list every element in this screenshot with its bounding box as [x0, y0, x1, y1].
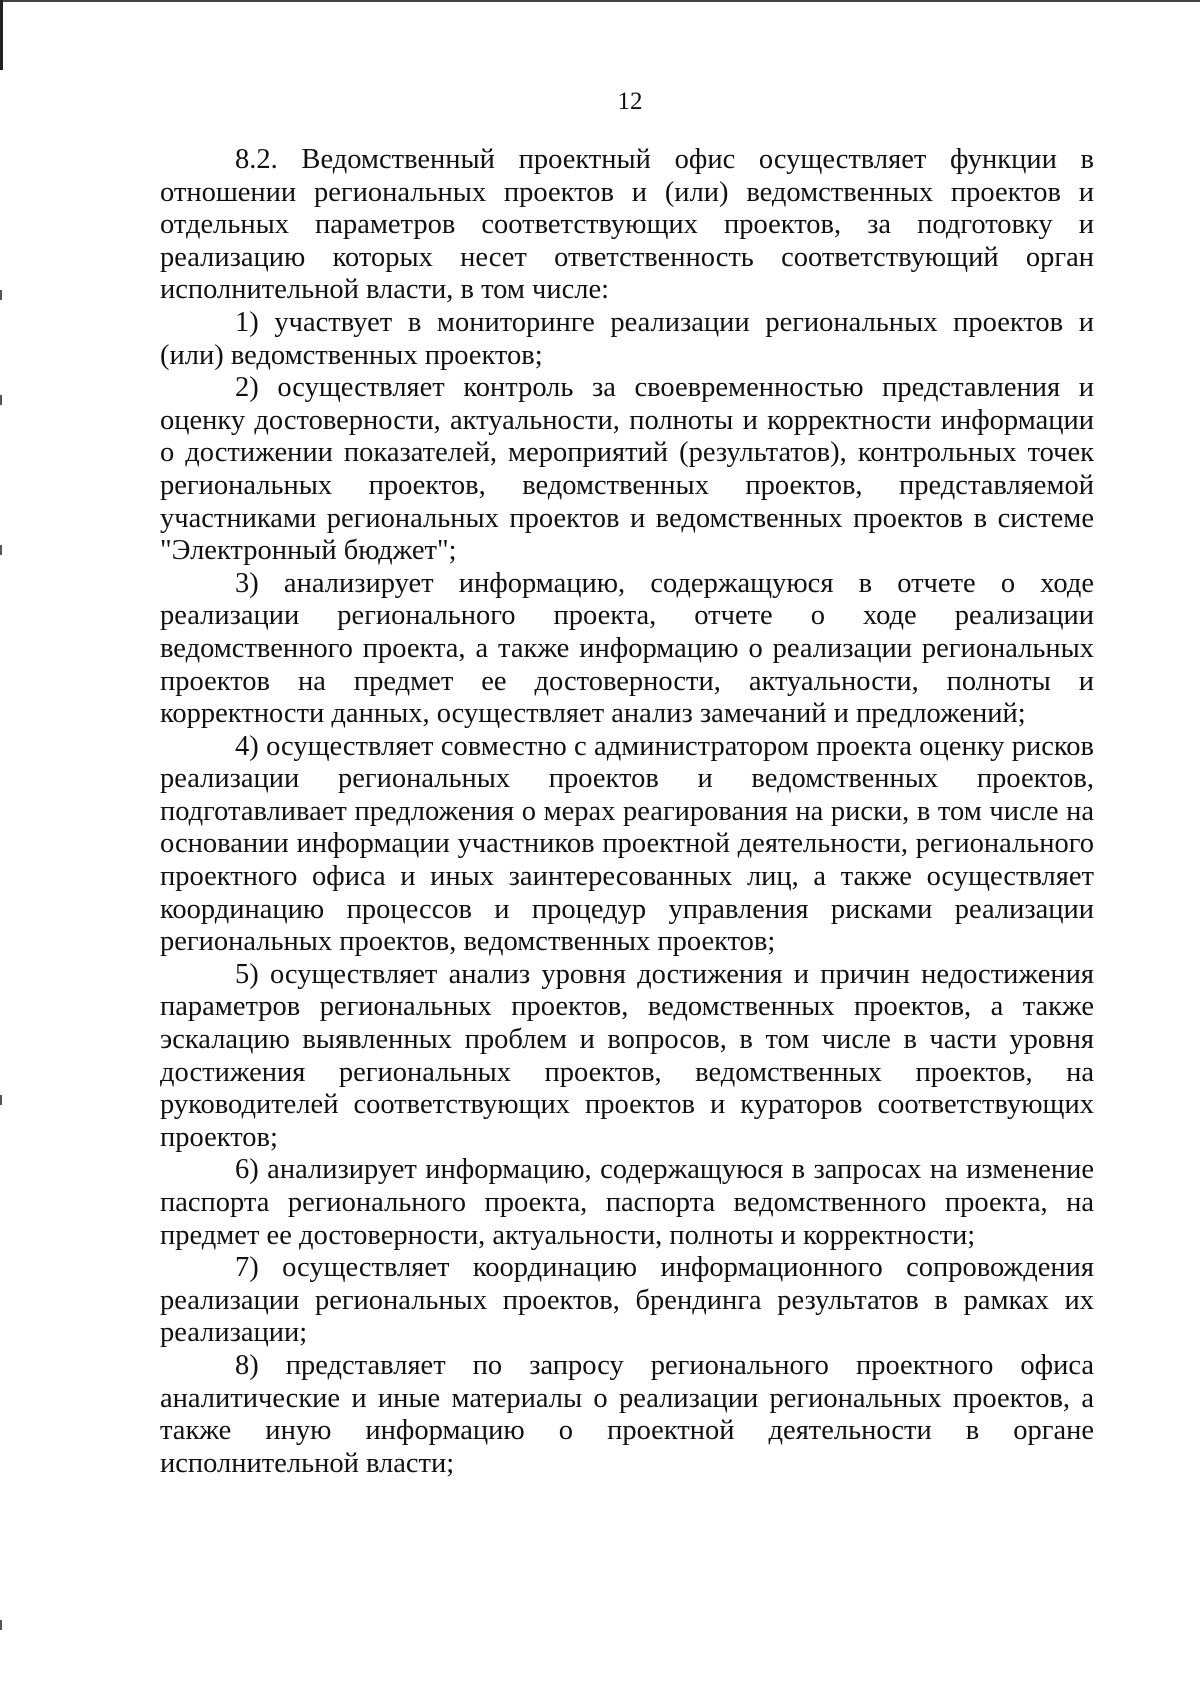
document-body — [160, 144, 1094, 1480]
page-number: 12 — [617, 88, 643, 115]
list-item-6: 6) анализирует информацию, содержащуюся в запросах на изменение паспорта регионального проекта, паспорта ведомственного проекта, на предмет ее достоверности, актуальности, полноты и корректности; — [160, 1154, 1094, 1251]
scan-mark — [0, 290, 2, 300]
scan-mark — [0, 1095, 2, 1105]
list-item-8: 8) представляет по запросу регионального проектного офиса аналитические и иные материалы о реализации региональных проектов, а также иную информацию о проектной деятельности в органе исполнительной власти; — [160, 1349, 1094, 1479]
scan-mark — [0, 545, 2, 555]
paragraph-8-2: 8.2. Ведомственный проектный офис осуществляет функции в отношении региональных проектов и (или) ведомственных проектов и отдельных параметров соответствующих проектов, за подготовку и реализацию которых несет ответственность соответствующий орган исполнительной власти, в том числе: — [160, 144, 1094, 306]
scan-mark — [0, 1620, 2, 1630]
scan-edge-left — [0, 0, 3, 70]
scan-edge-top — [0, 0, 1200, 2]
list-item-1: 1) участвует в мониторинге реализации региональных проектов и (или) ведомственных проектов; — [160, 306, 1094, 371]
list-item-4: 4) осуществляет совместно с администратором проекта оценку рисков реализации региональных проектов и ведомственных проектов, подготавливает предложения о мерах реагирования на риски, в том числе на основании информации участников проектной деятельности, регионального проектного офиса и иных заинтересованных лиц, а также осуществляет координацию процессов и процедур управления рисками реализации региональных проектов, ведомственных проектов; — [160, 730, 1094, 958]
list-item-2: 2) осуществляет контроль за своевременностью представления и оценку достоверности, актуальности, полноты и корректности информации о достижении показателей, мероприятий (результатов), контрольных точек региональных проектов, ведомственных проектов, представляемой участниками региональных проектов и ведомственных проектов в системе "Электронный бюджет"; — [160, 372, 1094, 567]
scan-mark — [0, 395, 2, 405]
list-item-3: 3) анализирует информацию, содержащуюся в отчете о ходе реализации регионального проекта, отчете о ходе реализации ведомственного проекта, а также информацию о реализации региональных проектов на предмет ее достоверности, актуальности, полноты и корректности данных, осуществляет анализ замечаний и предложений; — [160, 567, 1094, 730]
list-item-7: 7) осуществляет координацию информационного сопровождения реализации региональных проектов, брендинга результатов в рамках их реализации; — [160, 1252, 1094, 1349]
list-item-5: 5) осуществляет анализ уровня достижения и причин недостижения параметров региональных проектов, ведомственных проектов, а также эскалацию выявленных проблем и вопросов, в том числе в части уровня достижения региональных проектов, ведомственных проектов, на руководителей соответствующих проектов и кураторов соответствующих проектов; — [160, 958, 1094, 1153]
